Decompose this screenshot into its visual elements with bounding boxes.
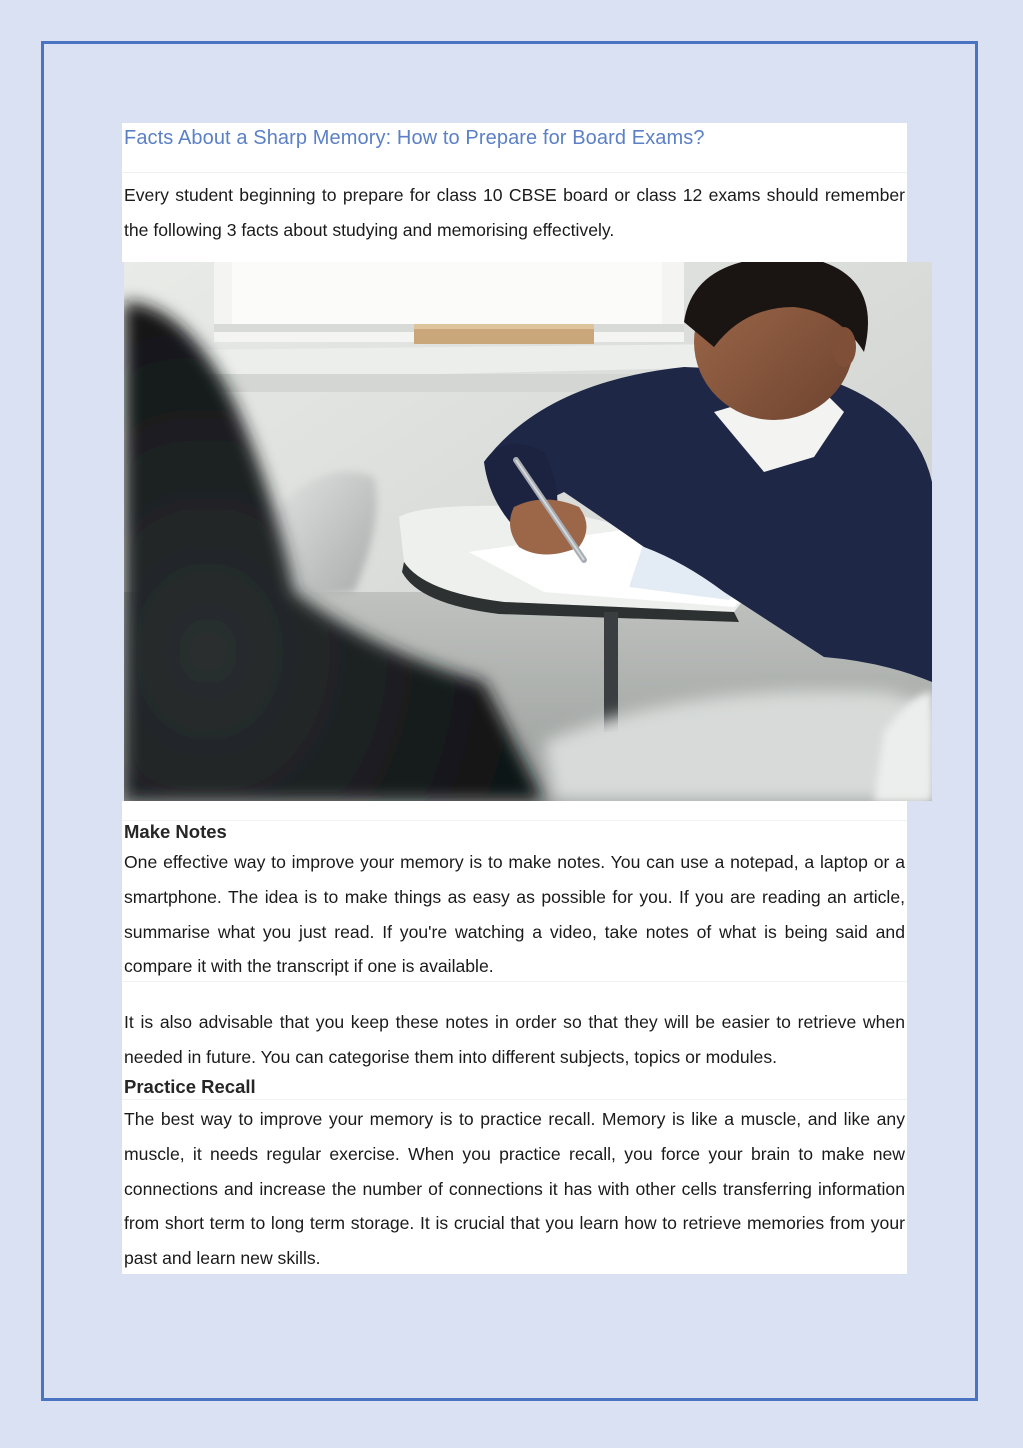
article	[122, 123, 907, 1274]
practice-recall-paragraph: The best way to improve your memory is to practice recall. Memory is like a muscle, and like any muscle, it needs regular exercise. When you practice recall, you force your brain to make new connections and increase the number of connections it has with other cells transferring information from short term to long term storage. It is crucial that you learn how to retrieve memories from your past and learn new skills.	[124, 1109, 905, 1269]
article-title: Facts About a Sharp Memory: How to Prepare for Board Exams?	[124, 127, 705, 149]
title-block	[122, 123, 907, 173]
practice-recall-block	[122, 1100, 907, 1274]
make-notes-paragraph-1: One effective way to improve your memory is to make notes. You can use a notepad, a laptop or a smartphone. The idea is to make things as easy as possible for you. If you are reading an article, summarise what you just read. If you're watching a video, take notes of what is being said and compare it with the transcript if one is available.	[124, 852, 905, 977]
intro-paragraph: Every student beginning to prepare for class 10 CBSE board or class 12 exams should remember the following 3 facts about studying and memorising effectively.	[124, 185, 905, 240]
section-heading-practice-recall: Practice Recall	[122, 1074, 907, 1100]
section-heading-make-notes: Make Notes	[122, 821, 907, 845]
paragraph-spacer	[122, 981, 907, 1005]
intro-block	[122, 173, 907, 262]
section-spacer	[122, 801, 907, 821]
make-notes-block	[122, 845, 907, 981]
student-writing-exam-photo	[124, 262, 932, 801]
make-notes-paragraph-2: It is also advisable that you keep these notes in order so that they will be easier to retrieve when needed in future. You can categorise them into different subjects, topics or modules.	[124, 1012, 905, 1067]
keep-notes-block	[122, 1005, 907, 1074]
